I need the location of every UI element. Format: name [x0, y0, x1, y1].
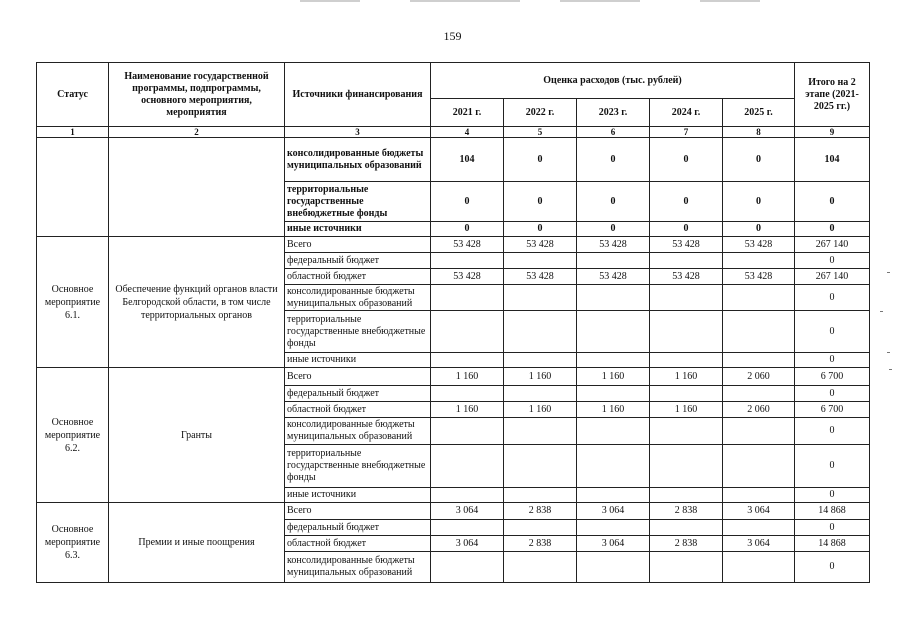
funding-source: консолидированные бюджеты муниципальных образований: [285, 138, 431, 182]
funding-source: федеральный бюджет: [285, 253, 431, 269]
year-value: [650, 386, 723, 402]
table-row: [37, 368, 870, 386]
year-value: [650, 285, 723, 311]
measure-name: Обеспечение функций органов власти Белгородской области, в том числе территориальных органов: [109, 237, 285, 368]
header-year: 2025 г.: [723, 99, 795, 127]
funding-source: областной бюджет: [285, 269, 431, 285]
year-value: [431, 253, 504, 269]
year-value: 3 064: [723, 503, 795, 520]
year-value: 1 160: [504, 368, 577, 386]
header-year: 2024 г.: [650, 99, 723, 127]
year-value: [650, 253, 723, 269]
year-value: [723, 311, 795, 353]
year-value: [504, 445, 577, 488]
year-value: [431, 488, 504, 503]
funding-source: территориальные государственные внебюджетные фонды: [285, 182, 431, 222]
page-number: 159: [443, 29, 462, 43]
column-index: 6: [577, 127, 650, 138]
funding-source: территориальные государственные внебюджетные фонды: [285, 445, 431, 488]
year-value: [650, 488, 723, 503]
funding-source: территориальные государственные внебюджетные фонды: [285, 311, 431, 353]
column-index: 8: [723, 127, 795, 138]
total-value: 0: [795, 418, 870, 445]
year-value: [504, 488, 577, 503]
year-value: 2 060: [723, 402, 795, 418]
name-cell-empty: [109, 138, 285, 237]
total-value: 0: [795, 311, 870, 353]
header-year: 2021 г.: [431, 99, 504, 127]
year-value: [577, 285, 650, 311]
header-year: 2023 г.: [577, 99, 650, 127]
column-index: 5: [504, 127, 577, 138]
total-value: 0: [795, 182, 870, 222]
funding-source: консолидированные бюджеты муниципальных образований: [285, 418, 431, 445]
year-value: 1 160: [577, 402, 650, 418]
header-estimate: Оценка расходов (тыс. рублей): [431, 63, 795, 99]
measure-name: Премии и иные поощрения: [109, 503, 285, 583]
year-value: 53 428: [504, 269, 577, 285]
year-value: 3 064: [431, 536, 504, 552]
year-value: 0: [431, 182, 504, 222]
year-value: [723, 386, 795, 402]
year-value: 104: [431, 138, 504, 182]
year-value: 0: [577, 222, 650, 237]
year-value: 1 160: [431, 368, 504, 386]
year-value: [504, 253, 577, 269]
year-value: 3 064: [577, 503, 650, 520]
year-value: [650, 520, 723, 536]
total-value: 0: [795, 552, 870, 583]
year-value: [723, 520, 795, 536]
year-value: 53 428: [504, 237, 577, 253]
year-value: [577, 552, 650, 583]
scan-speck: [887, 352, 890, 353]
year-value: 53 428: [650, 269, 723, 285]
year-value: [431, 520, 504, 536]
year-value: [650, 418, 723, 445]
year-value: 0: [650, 138, 723, 182]
funding-source: федеральный бюджет: [285, 520, 431, 536]
year-value: 53 428: [431, 269, 504, 285]
year-value: [577, 520, 650, 536]
year-value: [723, 488, 795, 503]
year-value: [504, 353, 577, 368]
year-value: [431, 445, 504, 488]
total-value: 267 140: [795, 269, 870, 285]
column-index: 7: [650, 127, 723, 138]
column-index: 2: [109, 127, 285, 138]
funding-source: Всего: [285, 237, 431, 253]
total-value: 267 140: [795, 237, 870, 253]
year-value: [431, 353, 504, 368]
year-value: [577, 418, 650, 445]
scan-speck: [889, 369, 892, 370]
year-value: [431, 311, 504, 353]
scan-speck: [880, 311, 883, 312]
year-value: 1 160: [577, 368, 650, 386]
year-value: [723, 445, 795, 488]
year-value: [577, 488, 650, 503]
year-value: 1 160: [650, 402, 723, 418]
year-value: [504, 552, 577, 583]
year-value: 0: [650, 222, 723, 237]
year-value: 0: [723, 138, 795, 182]
table-row: [37, 503, 870, 520]
year-value: [504, 285, 577, 311]
column-index: 4: [431, 127, 504, 138]
year-value: [431, 285, 504, 311]
measure-status: Основное мероприятие 6.1.: [37, 237, 109, 368]
funding-source: иные источники: [285, 222, 431, 237]
year-value: [431, 552, 504, 583]
year-value: [504, 311, 577, 353]
year-value: 2 838: [504, 536, 577, 552]
total-value: 14 868: [795, 503, 870, 520]
measure-status: Основное мероприятие 6.3.: [37, 503, 109, 583]
year-value: [504, 520, 577, 536]
year-value: [650, 445, 723, 488]
total-value: 6 700: [795, 402, 870, 418]
funding-source: федеральный бюджет: [285, 386, 431, 402]
column-index-row: [37, 127, 870, 138]
column-index: 1: [37, 127, 109, 138]
year-value: [577, 253, 650, 269]
measure-name: Гранты: [109, 368, 285, 503]
year-value: [577, 353, 650, 368]
year-value: 2 838: [504, 503, 577, 520]
scan-edge-line: [410, 0, 520, 2]
scan-speck: [887, 272, 890, 273]
funding-source: Всего: [285, 503, 431, 520]
year-value: 53 428: [723, 269, 795, 285]
total-value: 0: [795, 386, 870, 402]
header-source: Источники финансирования: [285, 63, 431, 127]
year-value: 1 160: [431, 402, 504, 418]
measure-status: Основное мероприятие 6.2.: [37, 368, 109, 503]
year-value: [431, 386, 504, 402]
status-cell-empty: [37, 138, 109, 237]
year-value: 0: [650, 182, 723, 222]
year-value: 0: [723, 182, 795, 222]
year-value: 0: [577, 182, 650, 222]
year-value: 2 838: [650, 536, 723, 552]
funding-source: Всего: [285, 368, 431, 386]
year-value: 2 838: [650, 503, 723, 520]
budget-table: [36, 62, 870, 583]
year-value: 1 160: [504, 402, 577, 418]
total-value: 6 700: [795, 368, 870, 386]
year-value: 53 428: [431, 237, 504, 253]
year-value: [723, 285, 795, 311]
year-value: 53 428: [577, 237, 650, 253]
year-value: 3 064: [723, 536, 795, 552]
year-value: 3 064: [577, 536, 650, 552]
year-value: 0: [504, 222, 577, 237]
funding-source: областной бюджет: [285, 536, 431, 552]
header-name: Наименование государственной программы, подпрограммы, основного мероприятия, мероприятия: [109, 63, 285, 127]
funding-source: иные источники: [285, 353, 431, 368]
scan-edge-line: [700, 0, 760, 2]
funding-source: областной бюджет: [285, 402, 431, 418]
year-value: [504, 386, 577, 402]
year-value: [723, 418, 795, 445]
total-value: 0: [795, 520, 870, 536]
total-value: 14 868: [795, 536, 870, 552]
total-value: 0: [795, 445, 870, 488]
year-value: 0: [723, 222, 795, 237]
funding-source: иные источники: [285, 488, 431, 503]
funding-source: консолидированные бюджеты муниципальных образований: [285, 552, 431, 583]
year-value: 0: [504, 138, 577, 182]
table-row: [37, 237, 870, 253]
year-value: [723, 353, 795, 368]
year-value: [650, 353, 723, 368]
total-value: 104: [795, 138, 870, 182]
total-value: 0: [795, 253, 870, 269]
column-index: 9: [795, 127, 870, 138]
scan-edge-line: [300, 0, 360, 2]
total-value: 0: [795, 488, 870, 503]
year-value: [723, 253, 795, 269]
year-value: [504, 418, 577, 445]
year-value: [723, 552, 795, 583]
year-value: [577, 445, 650, 488]
year-value: 1 160: [650, 368, 723, 386]
year-value: 0: [577, 138, 650, 182]
year-value: 3 064: [431, 503, 504, 520]
year-value: [577, 386, 650, 402]
year-value: 2 060: [723, 368, 795, 386]
total-value: 0: [795, 285, 870, 311]
total-value: 0: [795, 222, 870, 237]
funding-source: консолидированные бюджеты муниципальных образований: [285, 285, 431, 311]
year-value: [431, 418, 504, 445]
year-value: 0: [504, 182, 577, 222]
year-value: [650, 311, 723, 353]
year-value: 0: [431, 222, 504, 237]
year-value: 53 428: [650, 237, 723, 253]
year-value: [577, 311, 650, 353]
column-index: 3: [285, 127, 431, 138]
year-value: [650, 552, 723, 583]
header-status: Статус: [37, 63, 109, 127]
year-value: 53 428: [723, 237, 795, 253]
scan-edge-line: [560, 0, 640, 2]
table-row: [37, 138, 870, 182]
year-value: 53 428: [577, 269, 650, 285]
total-value: 0: [795, 353, 870, 368]
header-year: 2022 г.: [504, 99, 577, 127]
header-total: Итого на 2 этапе (2021-2025 гг.): [795, 63, 870, 127]
